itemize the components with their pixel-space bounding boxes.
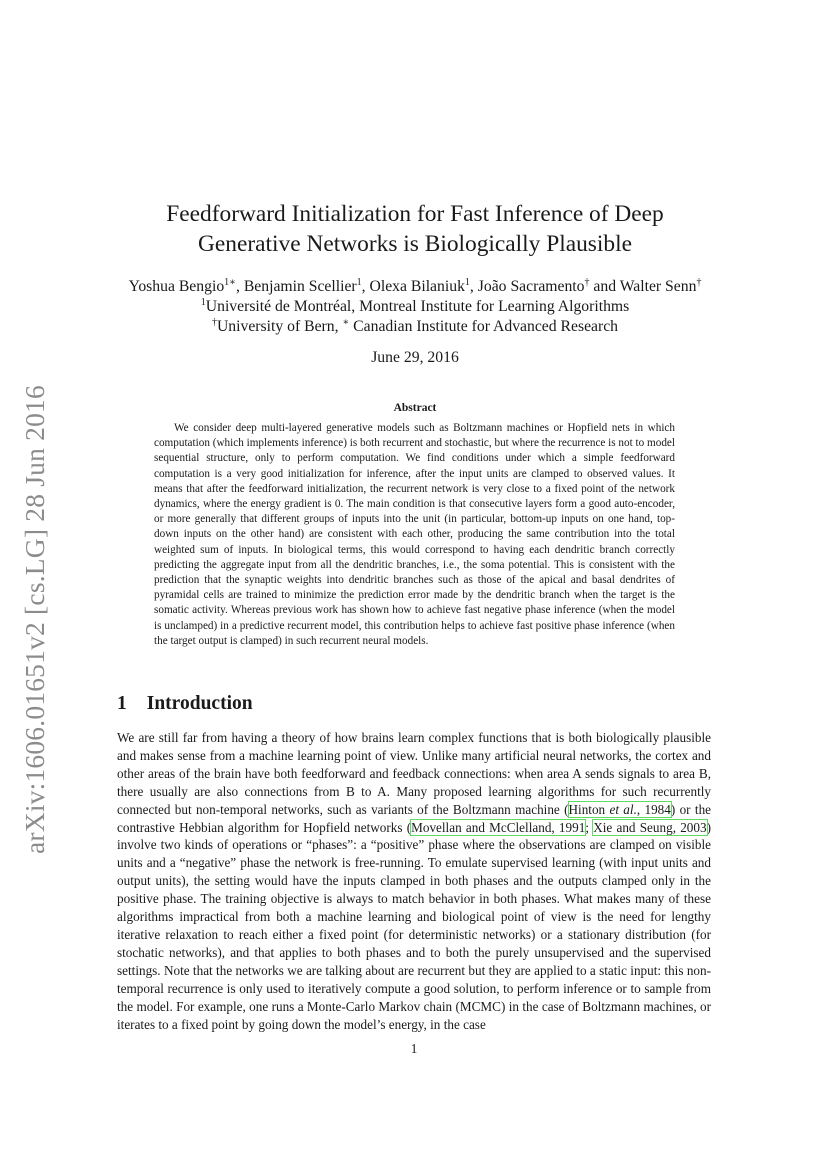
- paper-title: [120, 199, 710, 259]
- title-line-1: Feedforward Initialization for Fast Inference of Deep: [166, 201, 664, 227]
- author-conjunction: and: [593, 278, 617, 295]
- affiliation-text: Canadian Institute for Advanced Research: [353, 318, 619, 335]
- introduction-paragraph: [117, 729, 711, 1033]
- author-list: Yoshua Bengio$^{1∗}$, Benjamin Scellier$^1$, Olexa Bilaniuk$^1$, João Sacramento† and Walter Senn†: [128, 276, 702, 295]
- section-number: 1: [117, 693, 127, 714]
- intro-text: ;: [585, 819, 594, 835]
- author-name: Yoshua Bengio: [128, 278, 225, 295]
- affiliation-line-1: [100, 297, 730, 317]
- author-name: Olexa Bilaniuk: [369, 278, 465, 295]
- section-title: Introduction: [146, 693, 253, 714]
- author-affiliation-mark: †: [696, 276, 702, 288]
- intro-text: ) or the contrastive Hebbian algorithm for Hopfield networks (: [117, 801, 712, 835]
- intro-text: We are still far from having a theory of how brains learn complex functions that is both biologically plausible and makes sense from a machine learning point of view. Unlike many artificial neural networks, the cortex and other areas of the brain have both feedforward and feedback connections: when area A sends signals to area B, there usually are also connections from B to A. Many proposed learning algorithms for such recurrently connected but non-temporal networks, such as variants of the Boltzmann machine (: [117, 730, 711, 817]
- author-affiliation-mark: 1∗: [224, 276, 236, 288]
- affiliation-line-2: [100, 317, 730, 337]
- publication-date: June 29, 2016: [371, 349, 459, 366]
- page-number: 1: [410, 1041, 418, 1056]
- abstract-heading: Abstract: [393, 402, 437, 414]
- section-heading: [117, 691, 253, 717]
- affiliation-mark: ∗: [342, 316, 350, 328]
- author-name: Benjamin Scellier: [243, 278, 357, 295]
- author-affiliation-mark: †: [584, 276, 590, 288]
- affiliation-mark: 1: [200, 296, 206, 308]
- title-line-2: Generative Networks is Biologically Plausible: [198, 231, 632, 257]
- author-affiliation-mark: 1: [356, 276, 362, 288]
- abstract-text: We consider deep multi-layered generative models such as Boltzmann machines or Hopfield nets in which computation (which implements inference) is both recurrent and stochastic, but where the recurrence is not to model sequential structure, only to perform computation. We find conditions under which a simple feedforward computation is a very good initialization for inference, after the input units are clamped to observed values. It means that after the feedforward initialization, the recurrent network is very close to a fixed point of the network dynamics, where the energy gradient is 0. The main condition is that consecutive layers form a good auto-encoder, or more generally that different groups of inputs into the unit (in particular, bottom-up inputs on one hand, top-down inputs on the other hand) are consistent with each other, producing the same contribution into the total weighted sum of inputs. In biological terms, this would correspond to having each dendritic branch correctly predicting the aggregate input from all the dendritic branches, i.e., the soma potential. This is consistent with the prediction that the synaptic weights into dendritic branches such as those of the apical and basal dendrites of pyramidal cells are trained to minimize the prediction error made by the dendritic branch when the target is the somatic activity. Whereas previous work has shown how to achieve fast negative phase inference (when the model is unclamped) in a predictive recurrent model, this contribution helps to achieve fast positive phase inference (when the target output is clamped) in such recurrent neural models.: [154, 422, 675, 647]
- citation-year: , 1984: [636, 801, 671, 817]
- author-name: Walter Senn: [619, 278, 697, 295]
- author-block: [100, 277, 730, 337]
- citation-link[interactable]: [569, 802, 671, 817]
- affiliation-mark: †: [211, 316, 217, 328]
- citation-link[interactable]: Movellan and McClelland, 1991: [411, 819, 586, 835]
- citation-author: Hinton: [568, 801, 610, 817]
- author-name: João Sacramento: [477, 278, 585, 295]
- affiliation-text: Université de Montréal, Montreal Institute for Learning Algorithms: [205, 298, 630, 315]
- affiliation-text: University of Bern,: [216, 318, 339, 335]
- citation-link[interactable]: Xie and Seung, 2003: [593, 819, 707, 835]
- author-affiliation-mark: 1: [464, 276, 470, 288]
- arxiv-identifier-stamp: arXiv:1606.01651v2 [cs.LG] 28 Jun 2016: [19, 385, 50, 854]
- intro-text: ) involve two kinds of operations or “phases”: a “positive” phase where the observations are clamped on visible units and a “negative” phase the network is free-running. To emulate supervised learning (with input units and output units), the setting would have the inputs clamped in both phases and the outputs clamped only in the positive phase. The training objective is always to match behavior in both phases. What makes many of these algorithms impractical from both a machine learning and biological point of view is the need for lengthy iterative relaxation to reach either a fixed point (for deterministic networks) or a stationary distribution (for stochatic networks), and that applies to both phases and to both the purely unsupervised and the supervised settings. Note that the networks we are talking about are recurrent but they are applied to a static input: this non-temporal recurrence is only used to iteratively compute a good solution, to perform inference or to sample from the model. For example, one runs a Monte-Carlo Markov chain (MCMC) in the case of Boltzmann machines, or iterates to a fixed point by going down the model’s energy, in the case: [117, 819, 711, 1032]
- citation-etal: et al.: [609, 801, 637, 817]
